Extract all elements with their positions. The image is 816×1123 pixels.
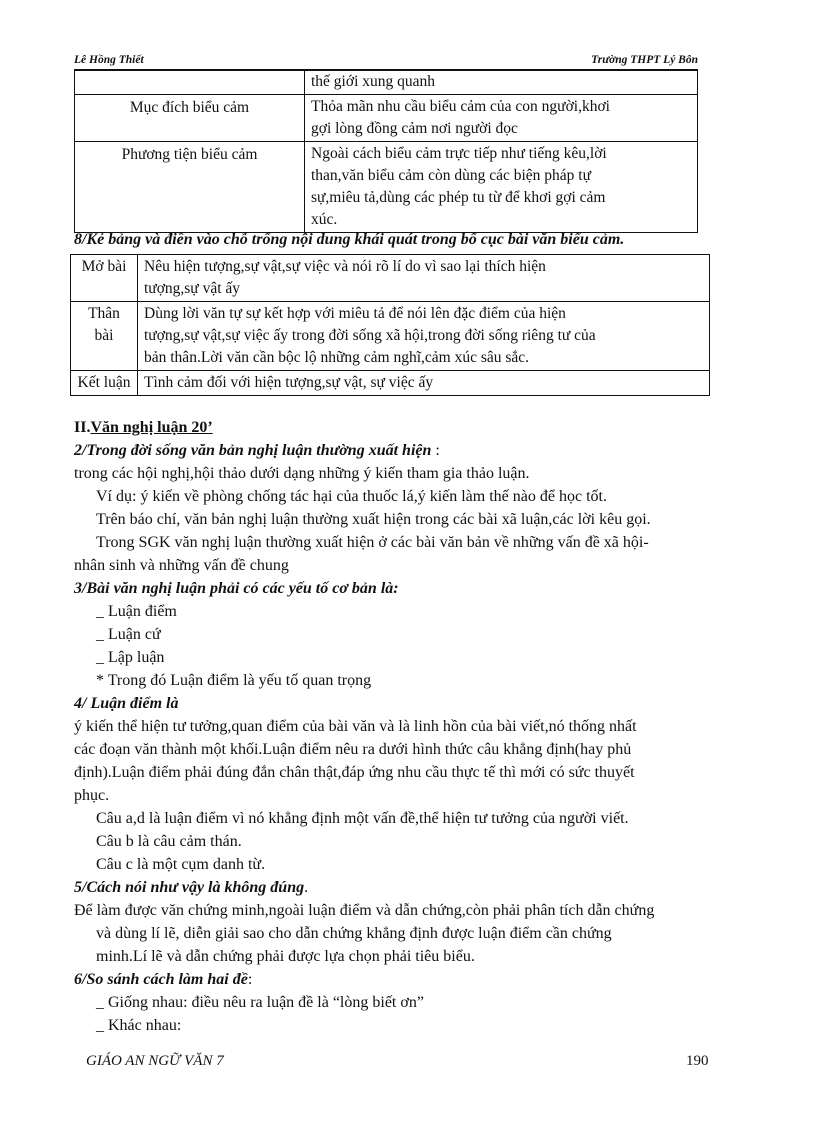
cell-line: Thân — [88, 305, 120, 322]
text-line — [74, 741, 631, 759]
cell-line: Mở bài — [81, 258, 127, 275]
text-line — [96, 833, 242, 851]
cell-line: Ngoài cách biểu cảm trực tiếp như tiếng kêu,lời — [311, 145, 607, 162]
line-text: Câu c là một cụm danh từ. — [96, 856, 266, 873]
section-number: II. — [74, 419, 91, 436]
table-content-cell — [138, 255, 710, 302]
cell-line: sự,miêu tả,dùng các phép tu từ để khơi gợi cảm — [311, 189, 606, 206]
table-row — [75, 70, 698, 95]
text-line — [96, 603, 177, 621]
footer-title: GIÁO AN NGỮ VĂN 7 — [86, 1053, 224, 1069]
line-text: Trong SGK văn nghị luận thường xuất hiện ở các bài văn bản về những vấn đề xã hội- — [96, 534, 649, 551]
table-content-cell — [138, 371, 710, 396]
cell-line: Tình cảm đối với hiện tượng,sự vật, sự việc ấy — [144, 374, 434, 391]
cell-line: thế giới xung quanh — [311, 73, 435, 90]
line-text: _ Luận cứ — [96, 626, 161, 643]
cell-line: bản thân.Lời văn cần bộc lộ những cảm nghĩ,cảm xúc sâu sắc. — [144, 349, 530, 366]
text-line — [96, 994, 424, 1012]
text-line — [74, 902, 654, 920]
cell-line: gợi lòng đồng cảm nơi người đọc — [311, 120, 518, 137]
text-line — [74, 557, 289, 575]
text-line — [96, 948, 475, 966]
table-label-cell — [71, 255, 138, 302]
table-content-cell — [305, 142, 698, 233]
cell-line: than,văn biểu cảm còn dùng các biện pháp tự — [311, 167, 591, 184]
section-heading — [74, 580, 399, 598]
page-number: 190 — [686, 1053, 709, 1069]
line-text: Trên báo chí, văn bản nghị luận thường xuất hiện trong các bài xã luận,các lời kêu gọi. — [96, 511, 651, 528]
section-heading — [74, 971, 252, 989]
cell-line: Kết luận — [77, 374, 131, 391]
text-line — [74, 764, 635, 782]
line-text: Câu a,d là luận điểm vì nó khẳng định một vấn đề,thể hiện tư tưởng của người viết. — [96, 810, 629, 827]
section-heading — [74, 879, 308, 897]
line-text: minh.Lí lẽ và dẫn chứng phải được lựa chọn phải tiêu biểu. — [96, 948, 475, 965]
table-row — [71, 371, 710, 396]
line-suffix: : — [431, 442, 440, 459]
line-text: 4/ Luận điểm là — [74, 695, 179, 712]
text-line — [96, 626, 161, 644]
text-line — [96, 925, 612, 943]
line-text: định).Luận điểm phải đúng đắn chân thật,đáp ứng nhu cầu thực tế thì mới có sức thuyết — [74, 764, 635, 781]
line-text: Để làm được văn chứng minh,ngoài luận điểm và dẫn chứng,còn phải phân tích dẫn chứng — [74, 902, 655, 919]
text-line — [96, 488, 607, 506]
section-title: Văn nghị luận 20’ — [90, 419, 213, 436]
text-line — [96, 511, 651, 529]
table-row — [75, 95, 698, 142]
cell-line: tượng,sự vật ấy — [144, 280, 241, 297]
line-suffix: : — [247, 971, 253, 988]
text-line — [96, 649, 164, 667]
header-school: Trường THPT Lý Bôn — [591, 54, 698, 66]
cell-line: xúc. — [311, 211, 338, 228]
essay-structure-table — [70, 254, 710, 396]
table-label-cell — [71, 371, 138, 396]
line-text: 3/Bài văn nghị luận phải có các yếu tố cơ bản là: — [74, 580, 399, 597]
text-line — [96, 856, 265, 874]
header-author: Lê Hồng Thiết — [74, 54, 144, 66]
line-text: _ Khác nhau: — [96, 1017, 182, 1034]
table-row — [75, 142, 698, 233]
line-text: 5/Cách nói như vậy là không đúng — [74, 879, 305, 896]
line-text: các đoạn văn thành một khối.Luận điểm nêu ra dưới hình thức câu khẳng định(hay phủ — [74, 741, 632, 758]
cell-line: Dùng lời văn tự sự kết hợp với miêu tả để nói lên đặc điểm của hiện — [144, 305, 566, 322]
line-text: 2/Trong đời sống văn bản nghị luận thường xuất hiện — [74, 442, 432, 459]
text-line — [96, 1017, 181, 1035]
cell-line: bài — [94, 327, 114, 344]
text-line — [74, 718, 637, 736]
table-content-cell — [138, 302, 710, 371]
line-text: * Trong đó Luận điểm là yếu tố quan trọng — [96, 672, 372, 689]
line-text: và dùng lí lẽ, diễn giải sao cho dẫn chứng khẳng định được luận điểm cần chứng — [96, 925, 612, 942]
text-line — [96, 810, 629, 828]
section-heading-ii — [74, 419, 213, 437]
expressive-text-table — [74, 69, 698, 233]
line-text: trong các hội nghị,hội thảo dưới dạng những ý kiến tham gia thảo luận. — [74, 465, 530, 482]
cell-line: tượng,sự vật,sự việc ấy trong đời sống xã hội,trong đời sống riêng tư của — [144, 327, 596, 344]
text-line — [74, 787, 109, 805]
text-line — [74, 465, 530, 483]
table-row — [71, 302, 710, 371]
line-text: _ Luận điểm — [96, 603, 177, 620]
table-content-cell — [305, 70, 698, 95]
text-line — [96, 672, 371, 690]
table-content-cell — [305, 95, 698, 142]
section-heading — [74, 442, 440, 460]
table-label-cell: Mục đích biểu cảm — [75, 95, 305, 142]
text-line — [96, 534, 649, 552]
section-heading — [74, 695, 178, 713]
line-suffix: . — [304, 879, 309, 896]
cell-line: Thỏa mãn nhu cầu biểu cảm của con người,khơi — [311, 98, 610, 115]
line-text: nhân sinh và những vấn đề chung — [74, 557, 289, 574]
line-text: 6/So sánh cách làm hai đề — [74, 971, 248, 988]
table-label-cell — [71, 302, 138, 371]
line-text: Ví dụ: ý kiến về phòng chống tác hại của thuốc lá,ý kiến làm thế nào để học tốt. — [96, 488, 607, 505]
table-row — [71, 255, 710, 302]
table-label-cell: Phương tiện biểu cảm — [75, 142, 305, 233]
heading-8: 8/Kẻ bảng và điền vào chỗ trống nội dung khái quát trong bố cục bài văn biểu cảm. — [74, 231, 625, 248]
cell-line: Nêu hiện tượng,sự vật,sự việc và nói rõ lí do vì sao lại thích hiện — [144, 258, 546, 275]
line-text: ý kiến thể hiện tư tưởng,quan điểm của bài văn và là linh hồn của bài viết,nó thống nhất — [74, 718, 637, 735]
line-text: phục. — [74, 787, 110, 804]
line-text: Câu b là câu cảm thán. — [96, 833, 242, 850]
table-label-cell — [75, 70, 305, 95]
line-text: _ Giống nhau: điều nêu ra luận đề là “lòng biết ơn” — [96, 994, 424, 1011]
line-text: _ Lập luận — [96, 649, 165, 666]
